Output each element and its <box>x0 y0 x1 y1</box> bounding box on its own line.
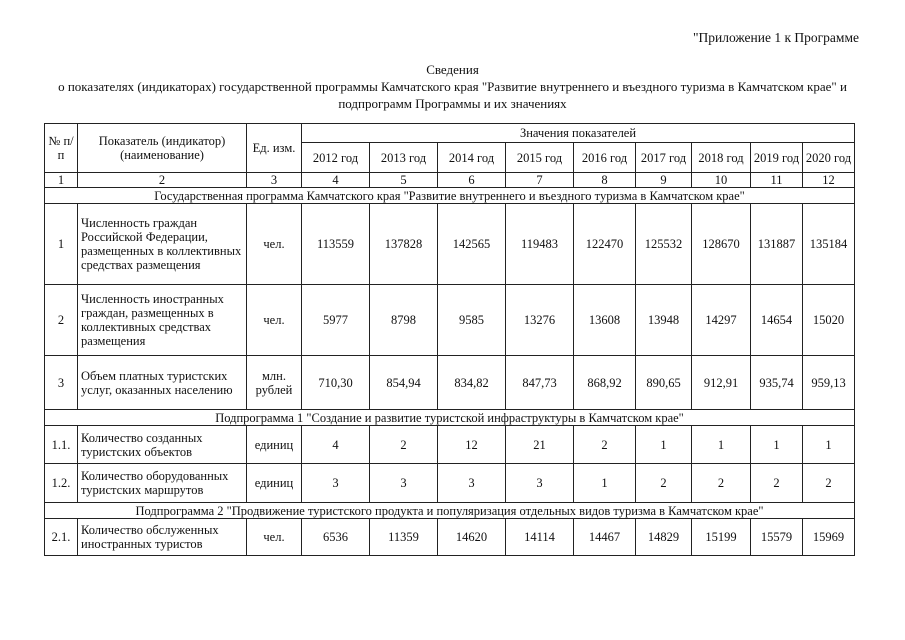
header-unit: Ед. изм. <box>247 124 302 173</box>
value-cell: 890,65 <box>636 356 692 410</box>
value-cell: 15199 <box>692 519 751 556</box>
value-cell: 14297 <box>692 285 751 356</box>
value-cell: 868,92 <box>574 356 636 410</box>
unit-cell: млн. рублей <box>247 356 302 410</box>
column-number: 2 <box>78 173 247 188</box>
value-cell: 122470 <box>574 204 636 285</box>
heading-subtitle-line2: подпрограмм Программы и их значениях <box>338 96 567 111</box>
appendix-label: "Приложение 1 к Программе <box>692 30 859 45</box>
value-cell: 4 <box>302 426 370 464</box>
column-number: 7 <box>506 173 574 188</box>
column-number: 4 <box>302 173 370 188</box>
value-cell: 2 <box>574 426 636 464</box>
header-year: 2013 год <box>370 143 438 173</box>
indicator-name: Количество оборудованных туристских маршрутов <box>78 464 247 503</box>
value-cell: 137828 <box>370 204 438 285</box>
column-number: 1 <box>45 173 78 188</box>
value-cell: 6536 <box>302 519 370 556</box>
row-number: 2.1. <box>45 519 78 556</box>
column-number: 6 <box>438 173 506 188</box>
table-row <box>45 464 855 503</box>
table-row <box>45 426 855 464</box>
value-cell: 3 <box>506 464 574 503</box>
unit-cell: чел. <box>247 204 302 285</box>
value-cell: 14467 <box>574 519 636 556</box>
table-row <box>45 285 855 356</box>
value-cell: 142565 <box>438 204 506 285</box>
header-year: 2018 год <box>692 143 751 173</box>
value-cell: 14829 <box>636 519 692 556</box>
column-number: 10 <box>692 173 751 188</box>
column-numbers-row <box>45 173 855 188</box>
header-year: 2016 год <box>574 143 636 173</box>
table-row <box>45 356 855 410</box>
header-year: 2019 год <box>751 143 803 173</box>
indicator-name: Численность иностранных граждан, размещенных в коллективных средствах размещения <box>78 285 247 356</box>
value-cell: 3 <box>370 464 438 503</box>
indicators-table <box>44 123 855 556</box>
value-cell: 14114 <box>506 519 574 556</box>
section-row <box>45 188 855 204</box>
value-cell: 8798 <box>370 285 438 356</box>
value-cell: 14654 <box>751 285 803 356</box>
heading-subtitle-line1: о показателях (индикаторах) государственной программы Камчатского края "Развитие внутреннего и въездного туризма в Камчатском крае" и <box>58 79 847 94</box>
column-number: 11 <box>751 173 803 188</box>
value-cell: 13948 <box>636 285 692 356</box>
document-heading <box>0 61 905 112</box>
row-number: 1.2. <box>45 464 78 503</box>
indicator-name: Количество обслуженных иностранных туристов <box>78 519 247 556</box>
value-cell: 15020 <box>803 285 855 356</box>
row-number: 1.1. <box>45 426 78 464</box>
indicator-name: Численность граждан Российской Федерации, размещенных в коллективных средствах размещения <box>78 204 247 285</box>
unit-cell: единиц <box>247 464 302 503</box>
value-cell: 710,30 <box>302 356 370 410</box>
header-year: 2014 год <box>438 143 506 173</box>
value-cell: 2 <box>370 426 438 464</box>
column-number: 9 <box>636 173 692 188</box>
row-number: 3 <box>45 356 78 410</box>
row-number: 2 <box>45 285 78 356</box>
value-cell: 854,94 <box>370 356 438 410</box>
value-cell: 128670 <box>692 204 751 285</box>
section-row <box>45 410 855 426</box>
value-cell: 119483 <box>506 204 574 285</box>
program-title: Государственная программа Камчатского края "Развитие внутреннего и въездного туризма в Камчатском крае" <box>45 188 855 204</box>
subprogram2-title: Подпрограмма 2 "Продвижение туристского продукта и популяризация отдельных видов туризма в Камчатском крае" <box>45 503 855 519</box>
header-year: 2017 год <box>636 143 692 173</box>
value-cell: 125532 <box>636 204 692 285</box>
value-cell: 912,91 <box>692 356 751 410</box>
value-cell: 1 <box>692 426 751 464</box>
value-cell: 2 <box>751 464 803 503</box>
value-cell: 135184 <box>803 204 855 285</box>
unit-cell: чел. <box>247 519 302 556</box>
value-cell: 5977 <box>302 285 370 356</box>
section-row <box>45 503 855 519</box>
unit-cell: единиц <box>247 426 302 464</box>
header-indicator: Показатель (индикатор) (наименование) <box>78 124 247 173</box>
value-cell: 1 <box>803 426 855 464</box>
value-cell: 3 <box>438 464 506 503</box>
header-year: 2015 год <box>506 143 574 173</box>
value-cell: 935,74 <box>751 356 803 410</box>
header-year: 2012 год <box>302 143 370 173</box>
table-row <box>45 204 855 285</box>
column-number: 8 <box>574 173 636 188</box>
heading-title: Сведения <box>426 62 479 77</box>
header-row <box>45 124 855 143</box>
header-num: № п/п <box>45 124 78 173</box>
value-cell: 1 <box>636 426 692 464</box>
value-cell: 2 <box>636 464 692 503</box>
value-cell: 1 <box>751 426 803 464</box>
value-cell: 113559 <box>302 204 370 285</box>
value-cell: 13608 <box>574 285 636 356</box>
value-cell: 14620 <box>438 519 506 556</box>
value-cell: 131887 <box>751 204 803 285</box>
value-cell: 2 <box>692 464 751 503</box>
column-number: 12 <box>803 173 855 188</box>
value-cell: 15579 <box>751 519 803 556</box>
value-cell: 21 <box>506 426 574 464</box>
value-cell: 847,73 <box>506 356 574 410</box>
value-cell: 3 <box>302 464 370 503</box>
column-number: 3 <box>247 173 302 188</box>
value-cell: 9585 <box>438 285 506 356</box>
unit-cell: чел. <box>247 285 302 356</box>
header-year: 2020 год <box>803 143 855 173</box>
table-row <box>45 519 855 556</box>
value-cell: 2 <box>803 464 855 503</box>
value-cell: 13276 <box>506 285 574 356</box>
column-number: 5 <box>370 173 438 188</box>
indicator-name: Объем платных туристских услуг, оказанных населению <box>78 356 247 410</box>
value-cell: 11359 <box>370 519 438 556</box>
row-number: 1 <box>45 204 78 285</box>
indicator-name: Количество созданных туристских объектов <box>78 426 247 464</box>
header-values-group: Значения показателей <box>302 124 855 143</box>
value-cell: 959,13 <box>803 356 855 410</box>
value-cell: 12 <box>438 426 506 464</box>
subprogram1-title: Подпрограмма 1 "Создание и развитие туристской инфраструктуры в Камчатском крае" <box>45 410 855 426</box>
value-cell: 834,82 <box>438 356 506 410</box>
value-cell: 15969 <box>803 519 855 556</box>
value-cell: 1 <box>574 464 636 503</box>
